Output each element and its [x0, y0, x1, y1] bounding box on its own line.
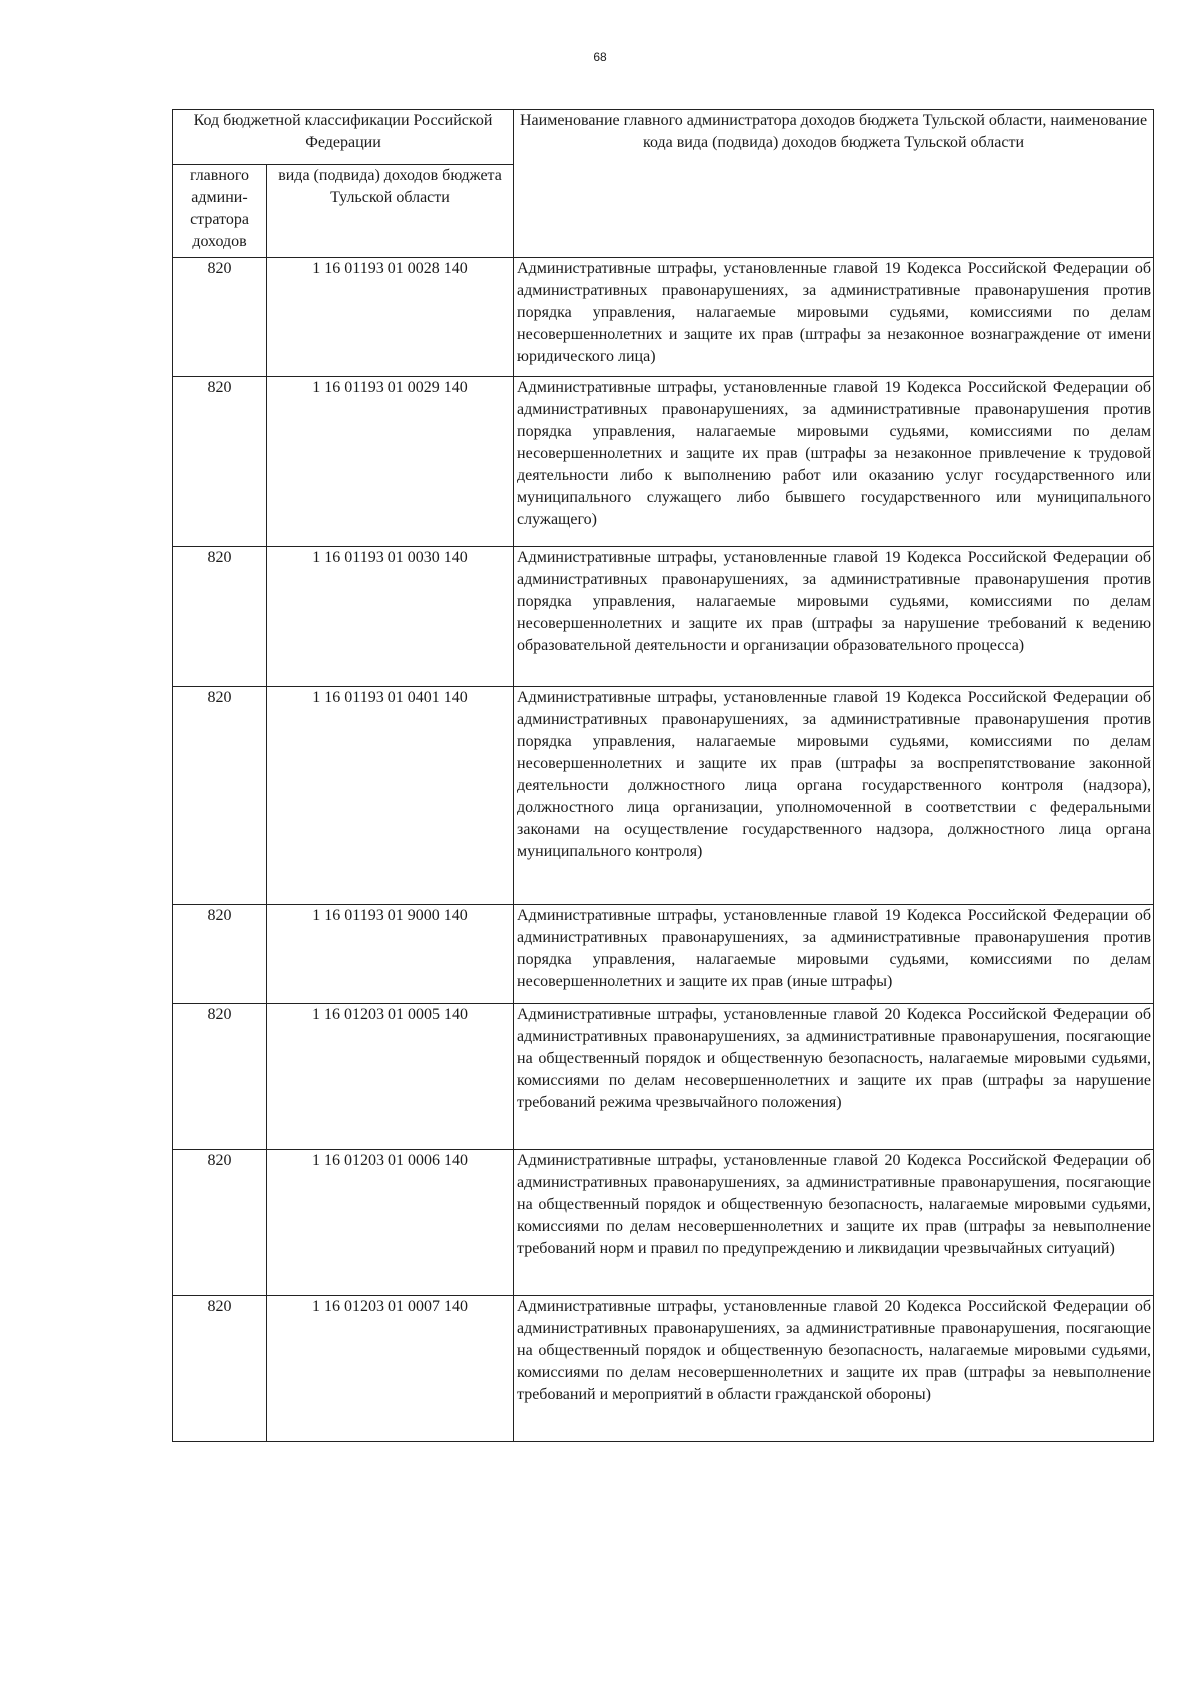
header-name-column: Наименование главного администратора доходов бюджета Тульской области, наименование кода вида (подвида) доходов бюджета Тульской области: [514, 110, 1154, 258]
description-cell: Административные штрафы, установленные главой 19 Кодекса Российской Федерации об административных правонарушениях, за административные правонарушения против порядка управления, налагаемые мировыми судьями, комиссиями по делам несовершеннолетних и защите их прав (штрафы за незаконное привлечение к трудовой деятельности либо к выполнению работ или оказанию услуг государственного или муниципального служащего либо бывшего государственного или муниципального служащего): [514, 377, 1154, 547]
description-cell: Административные штрафы, установленные главой 20 Кодекса Российской Федерации об административных правонарушениях, за административные правонарушения, посягающие на общественный порядок и общественную безопасность, налагаемые мировыми судьями, комиссиями по делам несовершеннолетних и защите их прав (штрафы за невыполнение требований норм и правил по предупреждению и ликвидации чрезвычайных ситуаций): [514, 1150, 1154, 1296]
table-row: [173, 258, 1154, 377]
budget-code-cell: 1 16 01193 01 0401 140: [267, 687, 514, 905]
header-admin-column: главного админи-стратора доходов: [173, 165, 267, 258]
budget-code-cell: 1 16 01193 01 0030 140: [267, 547, 514, 687]
description-cell: Административные штрафы, установленные главой 19 Кодекса Российской Федерации об административных правонарушениях, за административные правонарушения против порядка управления, налагаемые мировыми судьями, комиссиями по делам несовершеннолетних и защите их прав (штрафы за незаконное вознаграждение от имени юридического лица): [514, 258, 1154, 377]
budget-classification-table: [172, 109, 1154, 1442]
table-row: [173, 1004, 1154, 1150]
budget-code-cell: 1 16 01193 01 0029 140: [267, 377, 514, 547]
header-row-top: [173, 110, 1154, 165]
admin-code-cell: 820: [173, 377, 267, 547]
budget-code-cell: 1 16 01203 01 0007 140: [267, 1296, 514, 1442]
description-cell: Административные штрафы, установленные главой 19 Кодекса Российской Федерации об административных правонарушениях, за административные правонарушения против порядка управления, налагаемые мировыми судьями, комиссиями по делам несовершеннолетних и защите их прав (штрафы за воспрепятствование законной деятельности должностного лица органа государственного контроля (надзора), должностного лица организации, уполномоченной в соответствии с федеральными законами на осуществление государственного надзора, должностного лица органа муниципального контроля): [514, 687, 1154, 905]
description-cell: Административные штрафы, установленные главой 20 Кодекса Российской Федерации об административных правонарушениях, за административные правонарушения, посягающие на общественный порядок и общественную безопасность, налагаемые мировыми судьями, комиссиями по делам несовершеннолетних и защите их прав (штрафы за нарушение требований режима чрезвычайного положения): [514, 1004, 1154, 1150]
budget-code-cell: 1 16 01203 01 0006 140: [267, 1150, 514, 1296]
admin-code-cell: 820: [173, 687, 267, 905]
admin-code-cell: 820: [173, 258, 267, 377]
table-row: [173, 905, 1154, 1004]
table-row: [173, 687, 1154, 905]
admin-code-cell: 820: [173, 905, 267, 1004]
description-cell: Административные штрафы, установленные главой 20 Кодекса Российской Федерации об административных правонарушениях, за административные правонарушения, посягающие на общественный порядок и общественную безопасность, налагаемые мировыми судьями, комиссиями по делам несовершеннолетних и защите их прав (штрафы за невыполнение требований и мероприятий в области гражданской обороны): [514, 1296, 1154, 1442]
admin-code-cell: 820: [173, 1150, 267, 1296]
admin-code-cell: 820: [173, 1004, 267, 1150]
header-kind-column: вида (подвида) доходов бюджета Тульской области: [267, 165, 514, 258]
budget-code-cell: 1 16 01193 01 0028 140: [267, 258, 514, 377]
description-cell: Административные штрафы, установленные главой 19 Кодекса Российской Федерации об административных правонарушениях, за административные правонарушения против порядка управления, налагаемые мировыми судьями, комиссиями по делам несовершеннолетних и защите их прав (иные штрафы): [514, 905, 1154, 1004]
admin-code-cell: 820: [173, 547, 267, 687]
table-row: [173, 1150, 1154, 1296]
budget-code-cell: 1 16 01193 01 9000 140: [267, 905, 514, 1004]
budget-code-cell: 1 16 01203 01 0005 140: [267, 1004, 514, 1150]
page-number: 68: [593, 50, 607, 64]
table-row: [173, 547, 1154, 687]
table-row: [173, 377, 1154, 547]
description-cell: Административные штрафы, установленные главой 19 Кодекса Российской Федерации об административных правонарушениях, за административные правонарушения против порядка управления, налагаемые мировыми судьями, комиссиями по делам несовершеннолетних и защите их прав (штрафы за нарушение требований к ведению образовательной деятельности и организации образовательного процесса): [514, 547, 1154, 687]
admin-code-cell: 820: [173, 1296, 267, 1442]
table-row: [173, 1296, 1154, 1442]
header-group-title: Код бюджетной классификации Российской Федерации: [173, 110, 514, 165]
